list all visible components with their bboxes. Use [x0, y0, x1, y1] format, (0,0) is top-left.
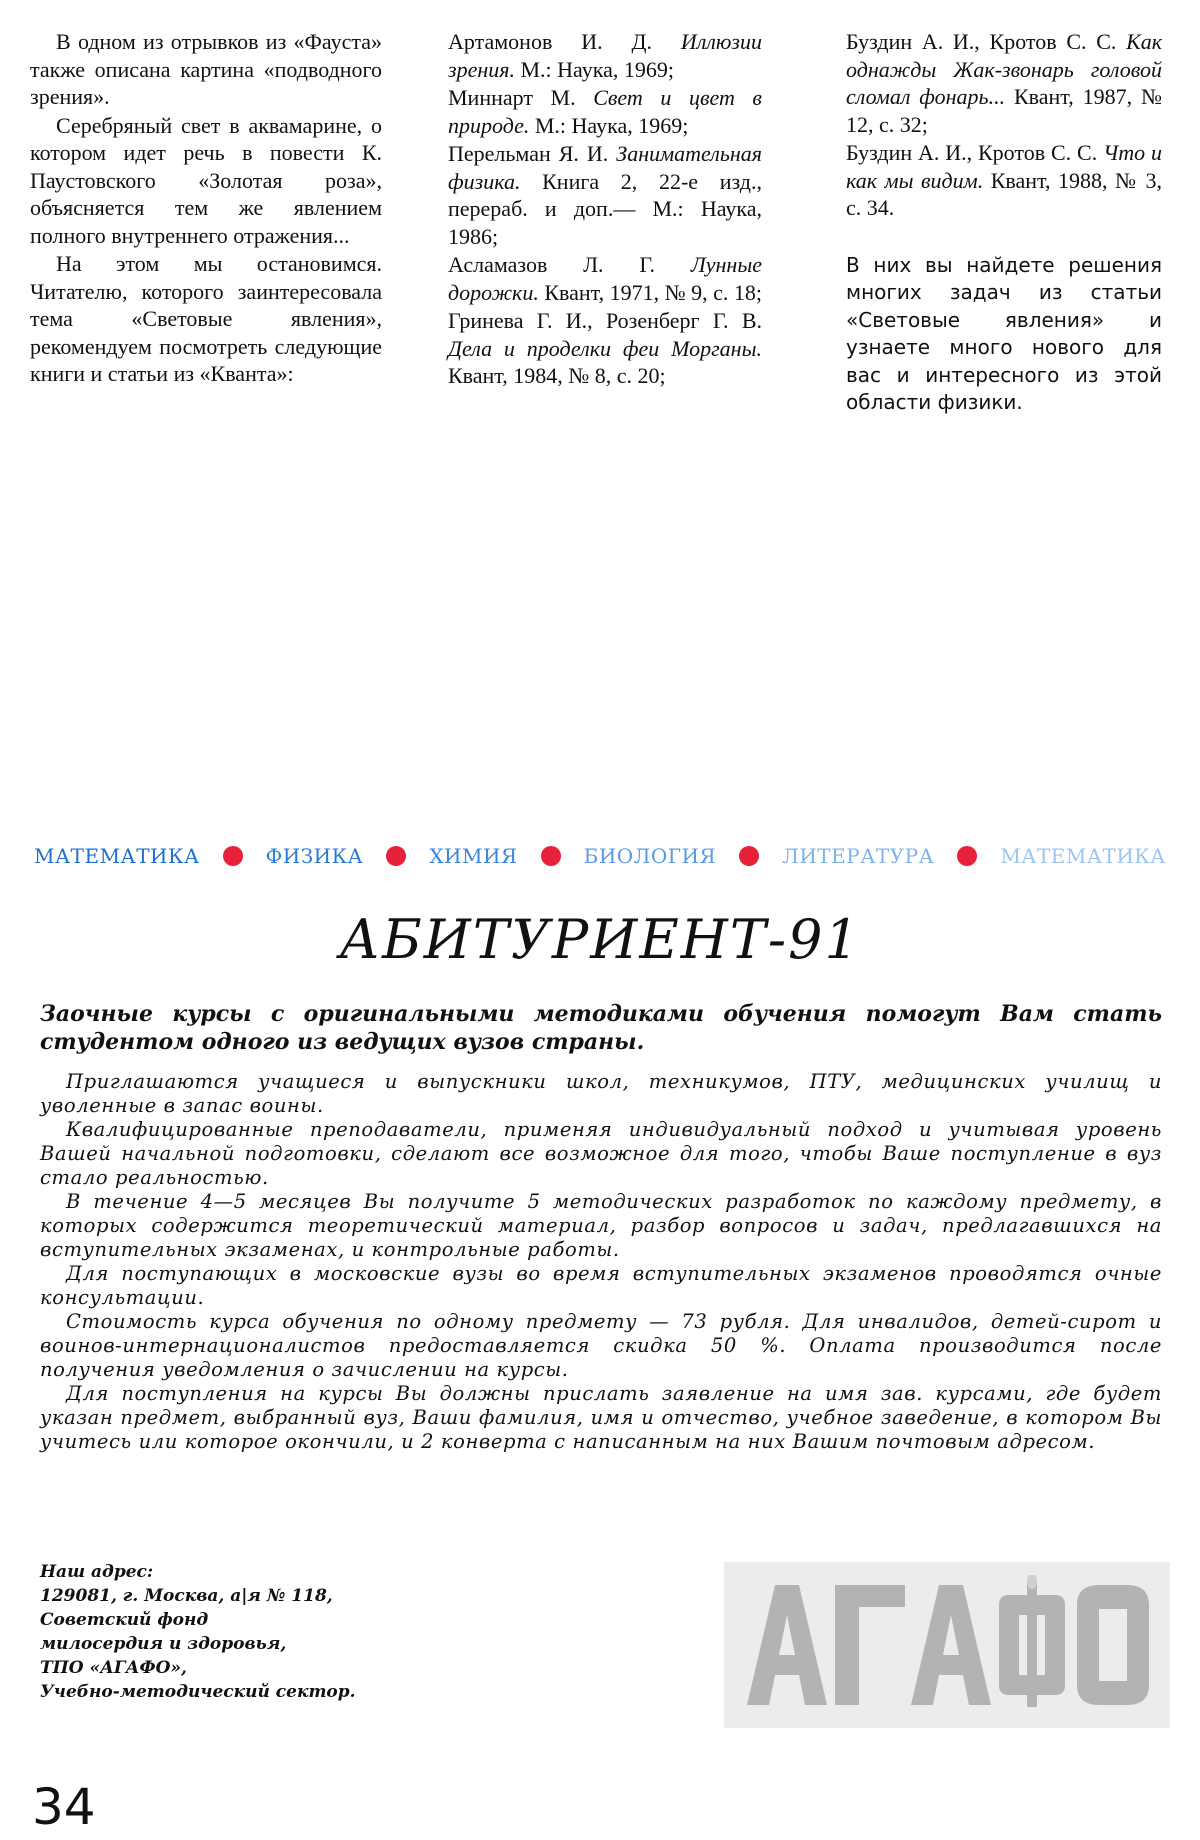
bibliography-entry: [448, 251, 762, 306]
bullet-dot-icon: [957, 846, 977, 866]
ad-paragraph: Стоимость курса обучения по одному предмету — 73 рубля. Для инвалидов, детей-сирот и воинов-интернационалистов предоставляется скидка 50 %. Оплата производится после получения уведомления о зачислении на курсы.: [40, 1310, 1162, 1381]
closing-note: В них вы найдете решения многих задач из статьи «Световые явления» и узнаете много нового для вас и интересного из этой области физики.: [846, 252, 1162, 414]
ad-lead: Заочные курсы с оригинальными методиками обучения помогут Вам стать студентом одного из ведущих вузов страны.: [40, 1001, 1162, 1055]
ref-author: Буздин А. И., Кротов С. С.: [846, 140, 1098, 165]
address-line: 129081, г. Москва, а|я № 118,: [40, 1586, 333, 1606]
ref-details: М.: Наука, 1969;: [534, 112, 689, 138]
ad-title: АБИТУРИЕНТ-91: [339, 908, 861, 971]
ref-author: Гринева Г. И., Розенберг Г. В.: [448, 308, 762, 333]
subject-label: МАТЕМАТИКА: [34, 844, 200, 868]
ref-title: Как однажды Жак-звонарь головой сломал фонарь...: [846, 29, 1163, 109]
ref-details: Квант, 1987, № 12, с. 32;: [846, 84, 1162, 137]
bullet-dot-icon: [386, 846, 406, 866]
column-middle-bibliography: [448, 28, 762, 391]
ref-details: Квант, 1988, № 3, с. 34.: [846, 167, 1162, 220]
address-line: ТПО «АГАФО»,: [40, 1658, 187, 1678]
ad-paragraph: Для поступления на курсы Вы должны прислать заявление на имя зав. курсами, где будет указан предмет, выбранный вуз, Ваши фамилия, имя и отчество, учебное заведение, в котором Вы учитесь или которое окончили, и 2 конверта с написанным на них Вашим почтовым адресом.: [40, 1382, 1162, 1453]
agafo-logo: [724, 1562, 1170, 1728]
paragraph: Серебряный свет в аквамарине, о котором идет речь в повести К. Паустовского «Золотая роза», объясняется тем же явлением полного внутреннего отражения...: [30, 112, 382, 248]
bibliography-entry: [846, 28, 1162, 138]
bibliography-entry: [846, 139, 1162, 222]
ref-title: Занимательная физика.: [448, 141, 762, 194]
address-line: Учебно-методический сектор.: [40, 1682, 356, 1702]
address-line: милосердия и здоровья,: [40, 1634, 287, 1654]
ref-author: Артамонов И. Д.: [448, 29, 652, 54]
ad-paragraph: Приглашаются учащиеся и выпускники школ, техникумов, ПТУ, медицинских училищ и уволенные в запас воины.: [40, 1070, 1162, 1117]
paragraph: На этом мы остановимся. Читателю, которого заинтересовала тема «Световые явления», рекомендуем посмотреть следующие книги и статьи из «Кванта»:: [30, 251, 382, 386]
address-line: Наш адрес:: [40, 1562, 154, 1582]
ref-title: Свет и цвет в природе.: [448, 85, 762, 138]
subject-label: МАТЕМАТИКА: [1000, 844, 1166, 868]
ad-paragraph: В течение 4—5 месяцев Вы получите 5 методических разработок по каждому предмету, в которых содержится теоретический материал, разбор вопросов и задач, предлагавшихся на вступительных экзаменах, и контрольные работы.: [40, 1190, 1162, 1261]
ad-body: [40, 1070, 1162, 1454]
ref-author: Буздин А. И., Кротов С. С.: [846, 29, 1117, 54]
ref-title: Лунные дорожки.: [448, 252, 762, 305]
subject-label: БИОЛОГИЯ: [583, 844, 717, 868]
bullet-dot-icon: [541, 846, 561, 866]
ref-author: Миннарт М.: [448, 85, 576, 110]
ref-title: Иллюзии зрения.: [448, 29, 762, 82]
bibliography-entry: [448, 307, 762, 390]
subject-label: ХИМИЯ: [429, 844, 518, 868]
ref-details: М.: Наука, 1969;: [520, 56, 674, 82]
bullet-dot-icon: [739, 846, 759, 866]
ad-paragraph: Для поступающих в московские вузы во время вступительных экзаменов проводятся очные консультации.: [40, 1262, 1162, 1309]
mailing-address: [40, 1560, 440, 1704]
bullet-dot-icon: [223, 846, 243, 866]
ref-author: Асламазов Л. Г.: [448, 252, 656, 277]
column-right-bibliography: [846, 28, 1162, 417]
subject-label: ЛИТЕРАТУРА: [782, 844, 935, 868]
ref-author: Перельман Я. И.: [448, 141, 609, 166]
subjects-strip: [34, 844, 1166, 868]
agafo-logo-icon: [737, 1575, 1157, 1715]
ref-details: Квант, 1971, № 9, с. 18;: [544, 279, 762, 305]
bibliography-entry: [448, 28, 762, 83]
address-line: Советский фонд: [40, 1610, 209, 1630]
ref-details: Книга 2, 22-е изд., перераб. и доп.— М.: Наука, 1986;: [448, 168, 762, 249]
column-left: [30, 28, 382, 388]
ref-title: Дела и проделки феи Морганы.: [448, 335, 762, 361]
ad-paragraph: Квалифицированные преподаватели, применяя индивидуальный подход и учитывая уровень Вашей начальной подготовки, сделают все возможное для того, чтобы Ваше поступление в вуз стало реальностью.: [40, 1118, 1162, 1189]
ref-title: Что и как мы видим.: [846, 140, 1162, 193]
bibliography-entry: [448, 140, 762, 250]
paragraph: В одном из отрывков из «Фауста» также описана картина «подводного зрения».: [30, 29, 382, 109]
ref-details: Квант, 1984, № 8, с. 20;: [448, 363, 666, 388]
page-number: 34: [32, 1778, 96, 1836]
bibliography-entry: [448, 84, 762, 139]
subject-label: ФИЗИКА: [265, 844, 364, 868]
